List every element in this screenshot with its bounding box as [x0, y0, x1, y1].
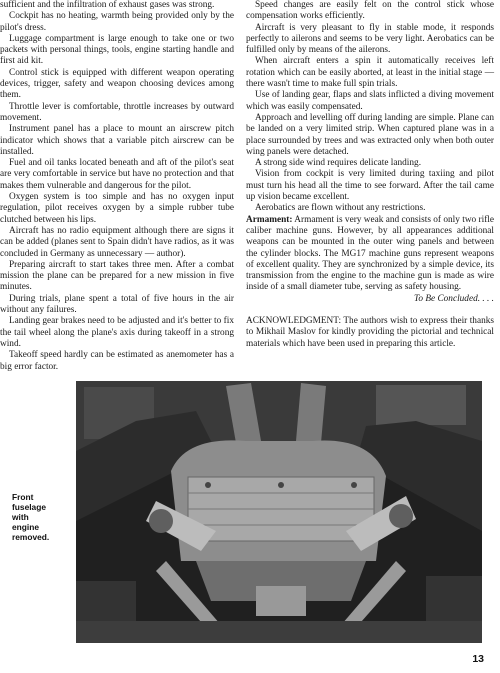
paragraph: Instrument panel has a place to mount an airscrew pitch indicator which shows that a variable pitch airscrew can be installed. [0, 124, 234, 157]
paragraph: Landing gear brakes need to be adjusted and it's better to fix the tail wheel along the plane's axis during takeoff in a strong wind. [0, 316, 234, 349]
paragraph: Aircraft has no radio equipment although there are signs it can be added (planes sent to Spain didn't have radios, as it was concluded in Germany as unnecessary — author). [0, 225, 234, 259]
paragraph: Vision from cockpit is very limited during taxiing and pilot must turn his head all the time to see forward. After the tail came up vision became excellent. [246, 169, 494, 203]
paragraph: Fuel and oil tanks located beneath and aft of the pilot's seat are very comfortable in service but have no protection and that makes them vulnerable and dangerous for the pilot. [0, 158, 234, 191]
paragraph: Speed changes are easily felt on the control stick whose compensation works efficiently. [246, 0, 494, 22]
caption-line: engine [12, 522, 39, 532]
paragraph: Approach and levelling off during landing are simple. Plane can be landed on a very limited strip. When captured plane was in a place surrounded by trees and was extracted only when both outer wing panels were detached. [246, 112, 494, 157]
paragraph: Use of landing gear, flaps and slats inflicted a diving movement which was easily compensated. [246, 90, 494, 112]
caption-line: Front [12, 492, 34, 502]
paragraph: Preparing aircraft to start takes three men. After a combat mission the plane can be prepared for a new mission in five minutes. [0, 259, 234, 293]
armament-heading: Armament: [246, 214, 293, 225]
caption-line: with [12, 512, 29, 522]
fuselage-photo [76, 381, 482, 643]
acknowledgment: ACKNOWLEDGMENT: The authors wish to express their thanks to Mikhail Maslov for kindly providing the pictorial and technical materials which have been used in preparing this article. [246, 316, 494, 349]
armament-text: Armament is very weak and consists of only two rifle caliber machine guns. However, by all appearances additional weapons can be mounted in the outer wing panels and between the cylinder blocks. The MG17 machine guns represent weapons of excellent quality. They are synchronized by a simple device, its transmission from the engine to the machine gun is made as wire inside of a small diameter tube, serving as safety housing. [246, 214, 494, 293]
paragraph: Aerobatics are flown without any restrictions. [255, 203, 426, 214]
left-text-column [0, 0, 234, 373]
to-be-concluded: To Be Concluded. . . . [414, 293, 494, 304]
caption-line: fuselage [12, 502, 46, 512]
right-text-column [246, 0, 494, 350]
paragraph: A strong side wind requires delicate landing. [255, 158, 422, 169]
photo-caption [12, 492, 72, 542]
caption-line: removed. [12, 532, 50, 542]
paragraph: Control stick is equipped with different weapon operating devices, trigger, safety and weapon choosing devices among them. [0, 67, 234, 101]
paragraph: Takeoff speed hardly can be estimated as anemometer has a big error factor. [0, 350, 234, 372]
paragraph: Throttle lever is comfortable, throttle increases by outward movement. [0, 101, 234, 123]
paragraph: During trials, plane spent a total of five hours in the air without any failures. [0, 293, 234, 316]
paragraph: Oxygen system is too simple and has no oxygen input regulation, pilot receives oxygen by a simple rubber tube clutched between his lips. [0, 192, 234, 225]
armament-paragraph [246, 215, 494, 294]
paragraph: Cockpit has no heating, warmth being provided only by the pilot's dress. [0, 11, 234, 33]
paragraph: Luggage compartment is large enough to take one or two packets with personal things, tools, engine starting handle and first aid kit. [0, 33, 234, 67]
paragraph: Aircraft is very pleasant to fly in stable mode, it responds perfectly to ailerons and seems to be very light. Aerobatics can be fulfilled only by means of the ailerons. [246, 22, 494, 56]
paragraph: When aircraft enters a spin it automatically receives left rotation which can be easily aborted, at least in the initial stage — there wasn't time to make full spin trials. [246, 56, 494, 90]
fuselage-illustration [76, 381, 482, 643]
page-number: 13 [472, 653, 484, 665]
paragraph: sufficient and the infiltration of exhaust gases was strong. [0, 0, 215, 10]
